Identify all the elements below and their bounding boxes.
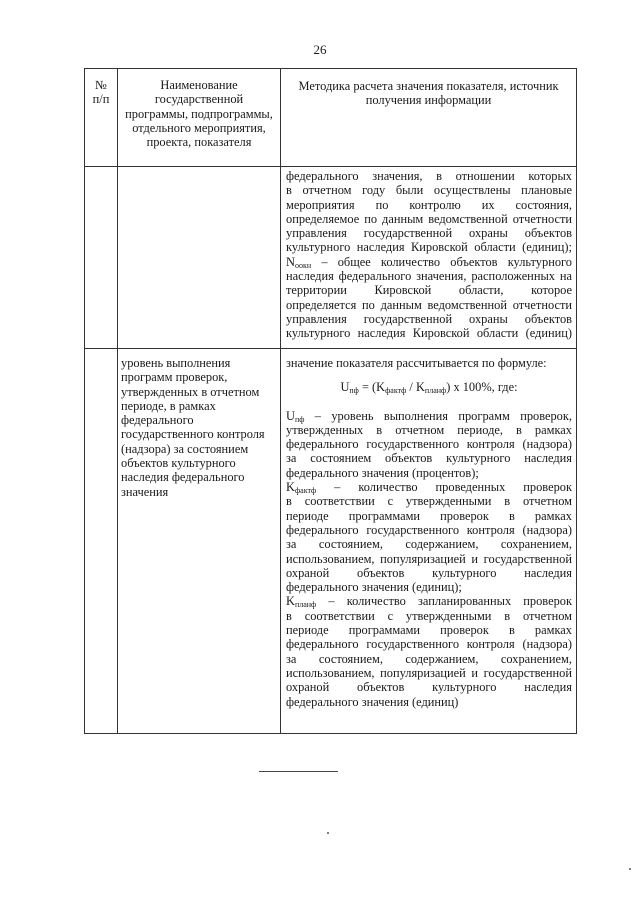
def-symbol: U	[286, 408, 295, 423]
definition-u	[286, 409, 572, 480]
text-line: мероприятия по контролю их состояния,	[286, 197, 572, 212]
header-number	[85, 69, 118, 167]
def-line: использованием, популяризацией и государственной	[286, 551, 572, 566]
indicator-line: федерального	[121, 413, 194, 428]
def-text: – количество проведенных проверок	[316, 480, 572, 495]
symbol-sub: оокн	[294, 260, 312, 270]
def-symbol: K	[286, 480, 295, 495]
header-name	[118, 69, 281, 167]
cell-methodology-continuation	[281, 167, 577, 349]
def-line: за состоянием, содержанием, сохранением,	[286, 651, 572, 666]
def-symbol-sub: фактф	[294, 486, 317, 496]
def-symbol-sub: пф	[294, 414, 305, 424]
def-line: использованием, популяризацией и государственной	[286, 665, 572, 680]
text-line: культурного наследия Кировской области (единиц);	[286, 240, 572, 255]
indicator-methodology-table	[84, 68, 577, 734]
cell-name-empty	[118, 167, 281, 349]
scan-speck	[327, 832, 329, 834]
text-line: определяется по данным ведомственной отчетности	[286, 297, 572, 312]
definition-kfakt	[286, 480, 572, 594]
cell-methodology	[281, 349, 577, 734]
def-text: – уровень выполнения программ проверок,	[304, 408, 572, 423]
indicator-line: уровень выполнения	[121, 356, 231, 370]
indicator-line: программ проверок,	[121, 370, 228, 385]
text-line: в отчетном году были осуществлены плановые	[286, 183, 572, 198]
table-header-row	[85, 69, 577, 167]
definition-kplan	[286, 594, 572, 708]
header-name-line: Наименование	[160, 78, 238, 92]
text-line: управления государственной охраны объектов	[286, 311, 572, 326]
formula-u: U	[340, 380, 350, 395]
formula-intro: значение показателя рассчитывается по формуле:	[286, 356, 547, 370]
text-line: федерального значения, в отношении которых	[286, 169, 572, 183]
indicator-line: наследия федерального	[121, 470, 245, 485]
def-line: за состоянием, содержанием, сохранением,	[286, 537, 572, 552]
def-line: охраной объектов культурного наследия	[286, 565, 572, 580]
text-line: определяемое по данным ведомственной отчетности	[286, 211, 572, 226]
def-line: охраной объектов культурного наследия	[286, 680, 572, 695]
formula-tail: ) x 100%, где:	[446, 380, 518, 395]
table-row-continuation	[85, 167, 577, 349]
formula-div: / K	[406, 380, 425, 395]
formula	[286, 380, 572, 394]
formula-k2-sub: планф	[424, 386, 447, 396]
def-line: за состоянием объектов культурного наследия	[286, 451, 572, 466]
table-row-indicator	[85, 349, 577, 734]
header-methodology-line: получения информации	[365, 93, 492, 108]
def-line: федерального государственного контроля (надзора)	[286, 637, 572, 652]
formula-u-sub: пф	[349, 386, 359, 396]
indicator-line: периоде, в рамках	[121, 398, 216, 413]
def-symbol-sub: планф	[294, 600, 317, 610]
indicator-line: значения	[121, 484, 169, 499]
def-line	[286, 480, 572, 494]
cell-number-empty	[85, 167, 118, 349]
indicator-line: утвержденных в отчетном	[121, 384, 260, 399]
def-line: федерального значения (единиц);	[286, 580, 462, 595]
indicator-line: (надзора) за состоянием	[121, 441, 249, 456]
def-line: федерального значения (единиц)	[286, 694, 459, 709]
text-line: территории Кировской области, которое	[286, 283, 572, 298]
page-number: 26	[313, 42, 327, 57]
end-of-document-rule	[259, 771, 338, 772]
def-line: федерального значения (процентов);	[286, 465, 479, 480]
def-line	[286, 409, 572, 423]
formula-k1-sub: фактф	[385, 386, 407, 396]
header-number-line: №	[95, 78, 107, 92]
def-line: в соответствии с утвержденными в отчетном	[286, 608, 572, 623]
header-name-line: отдельного мероприятия,	[132, 120, 266, 135]
def-line: федерального государственного контроля (надзора)	[286, 522, 572, 537]
def-line: периоде программами проверок в рамках	[286, 508, 572, 523]
header-name-line: государственной	[154, 92, 244, 107]
def-line	[286, 594, 572, 608]
scan-speck	[629, 868, 631, 870]
cell-number-empty	[85, 349, 118, 734]
def-symbol: K	[286, 594, 295, 609]
text-line: культурного наследия Кировской области (единиц)	[286, 326, 572, 341]
def-line: федерального государственного контроля (надзора)	[286, 437, 572, 452]
def-text: – количество запланированных проверок	[316, 594, 572, 609]
symbol-n: N	[286, 254, 295, 269]
formula-eq: = (K	[358, 380, 386, 395]
header-methodology-line: Методика расчета значения показателя, источник	[298, 79, 559, 93]
header-number-line: п/п	[92, 92, 110, 107]
text-line-nookn	[286, 255, 572, 269]
def-line: утвержденных в отчетном периоде, в рамках	[286, 422, 572, 437]
indicator-line: объектов культурного	[121, 456, 236, 471]
text-line: наследия федерального значения, расположенных на	[286, 269, 572, 284]
text-line: управления государственной охраны объектов	[286, 226, 572, 241]
header-methodology	[281, 69, 577, 167]
header-name-line: проекта, показателя	[146, 135, 252, 150]
text-rest: – общее количество объектов культурного	[311, 254, 572, 269]
indicator-line: государственного контроля	[121, 427, 265, 442]
header-name-line: программы, подпрограммы,	[125, 106, 273, 121]
cell-indicator-name	[118, 349, 281, 734]
def-line: в соответствии с утвержденными в отчетном	[286, 494, 572, 509]
def-line: периоде программами проверок в рамках	[286, 623, 572, 638]
